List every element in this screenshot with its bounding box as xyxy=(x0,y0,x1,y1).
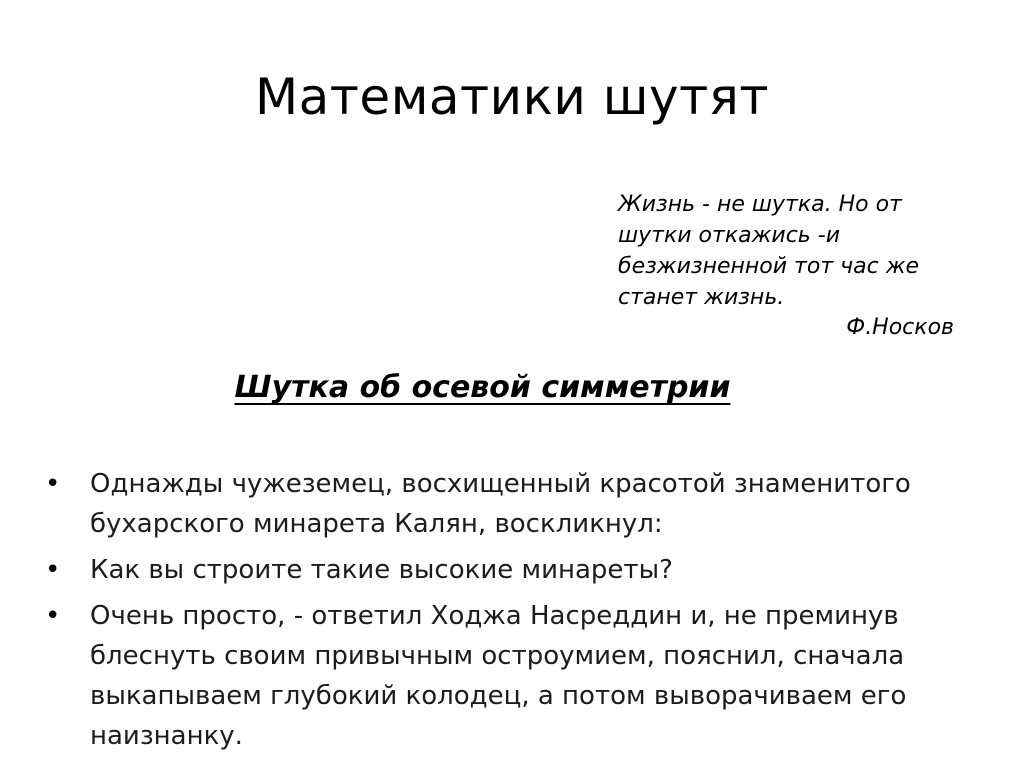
epigraph-author: Ф.Носков xyxy=(846,315,954,340)
epigraph-line: Жизнь - не шутка. Но от xyxy=(618,192,902,217)
bullet-item xyxy=(0,464,1024,544)
bullet-text-line: бухарского минарета Калян, воскликнул: xyxy=(90,509,663,539)
bullet-text-line: Однажды чужеземец, восхищенный красотой знаменитого xyxy=(90,469,911,499)
epigraph-line: станет жизнь. xyxy=(618,285,785,310)
bullet-text-line: выкапываем глубокий колодец, а потом выворачиваем его xyxy=(90,681,907,711)
bullet-text-line: Как вы строите такие высокие минареты? xyxy=(90,555,673,585)
section-subheading: Шутка об осевой симметрии xyxy=(234,370,731,405)
bullet-list xyxy=(0,464,1024,762)
bullet-text-line: Очень просто, - ответил Ходжа Насреддин и, не преминув xyxy=(90,601,899,631)
bullet-marker: • xyxy=(45,601,61,631)
bullet-text-line: наизнанку. xyxy=(90,721,243,751)
bullet-marker: • xyxy=(45,555,61,585)
slide-title: Математики шутят xyxy=(255,68,769,126)
bullet-item xyxy=(0,550,1024,590)
epigraph-line: безжизненной тот час же xyxy=(618,254,920,279)
epigraph-line: шутки откажись -и xyxy=(618,223,840,248)
epigraph-quote xyxy=(618,189,963,313)
bullet-marker: • xyxy=(45,469,61,499)
bullet-item xyxy=(0,596,1024,756)
bullet-text-line: блеснуть своим привычным остроумием, пояснил, сначала xyxy=(90,641,905,671)
